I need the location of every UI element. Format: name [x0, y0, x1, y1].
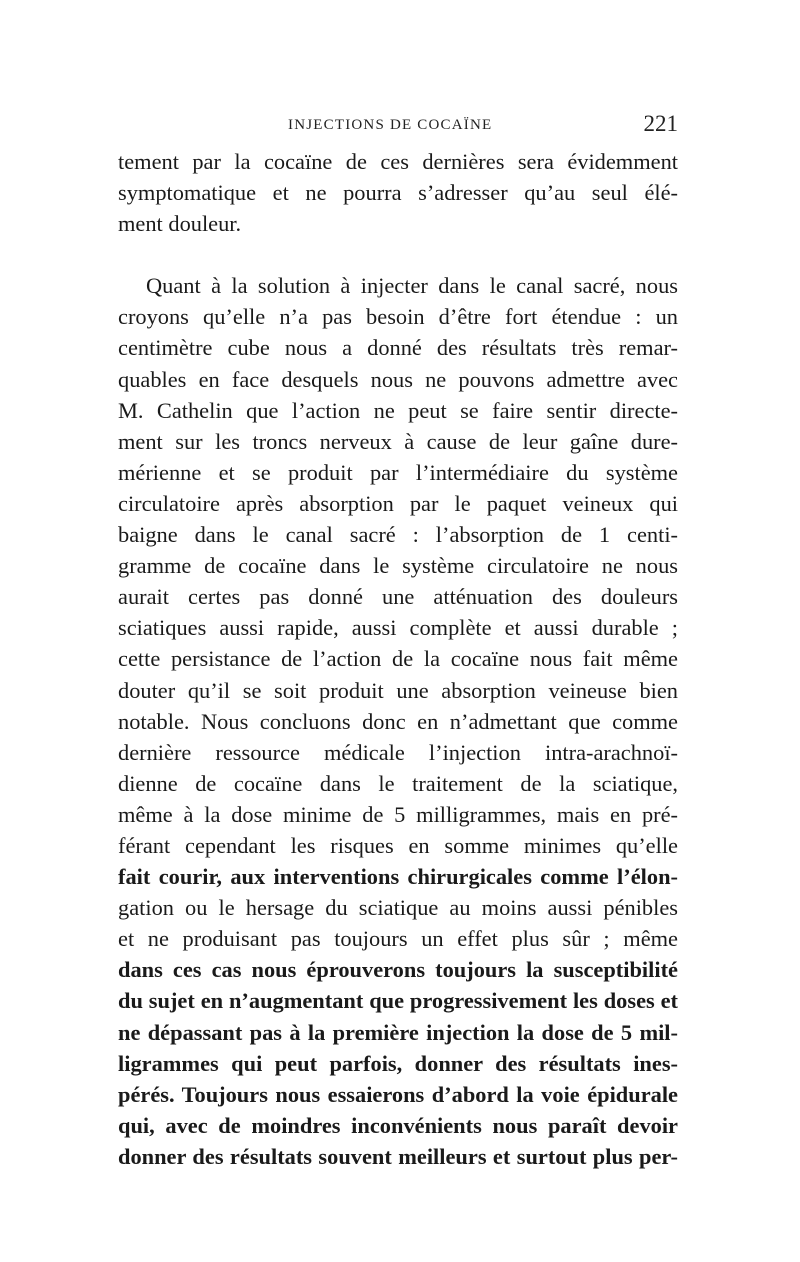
- text-line: férant cependant les risques en somme minimes qu’elle: [118, 832, 678, 858]
- text-line: cette persistance de l’action de la cocaïne nous fait même: [118, 646, 678, 672]
- text-line: qui, avec de moindres inconvénients nous paraît devoir: [118, 1112, 678, 1138]
- text-line: gramme de cocaïne dans le système circulatoire ne nous: [118, 553, 678, 579]
- body-text: [118, 146, 678, 1172]
- text-line: dernière ressource médicale l’injection intra-arachnoï-: [118, 739, 678, 765]
- paragraph-1: [118, 146, 678, 239]
- text-line: ligrammes qui peut parfois, donner des résultats ines-: [118, 1050, 678, 1076]
- text-line: dans ces cas nous éprouverons toujours la susceptibilité: [118, 957, 678, 983]
- text-line: et ne produisant pas toujours un effet plus sûr ; même: [118, 926, 678, 952]
- text-line: dienne de cocaïne dans le traitement de la sciatique,: [118, 770, 678, 796]
- text-line: centimètre cube nous a donné des résultats très remar-: [118, 335, 678, 361]
- text-line: ment douleur.: [118, 211, 242, 237]
- text-line: ment sur les troncs nerveux à cause de leur gaîne dure-: [118, 428, 678, 454]
- text-line: pérés. Toujours nous essaierons d’abord la voie épidurale: [118, 1081, 678, 1107]
- text-line: mérienne et se produit par l’intermédiaire du système: [118, 459, 678, 485]
- text-line: croyons qu’elle n’a pas besoin d’être fort étendue : un: [118, 304, 678, 330]
- text-line: circulatoire après absorption par le paquet veineux qui: [118, 490, 678, 516]
- text-line: donner des résultats souvent meilleurs et surtout plus per-: [118, 1143, 678, 1169]
- paragraph-2: [118, 270, 678, 1172]
- text-line: du sujet en n’augmentant que progressivement les doses et: [118, 988, 678, 1014]
- text-line: notable. Nous concluons donc en n’admettant que comme: [118, 708, 678, 734]
- text-line: gation ou le hersage du sciatique au moins aussi pénibles: [118, 895, 678, 921]
- text-line: symptomatique et ne pourra s’adresser qu’au seul élé-: [118, 180, 678, 206]
- text-line: baigne dans le canal sacré : l’absorption de 1 centi-: [118, 522, 678, 548]
- text-line: Quant à la solution à injecter dans le canal sacré, nous: [146, 273, 678, 299]
- text-line: tement par la cocaïne de ces dernières sera évidemment: [118, 149, 678, 174]
- running-title: INJECTIONS DE COCAÏNE: [288, 117, 493, 133]
- text-line: douter qu’il se soit produit une absorption veineuse bien: [118, 677, 678, 703]
- text-line: aurait certes pas donné une atténuation des douleurs: [118, 584, 678, 610]
- page-number: 221: [643, 111, 678, 136]
- text-line: sciatiques aussi rapide, aussi complète et aussi durable ;: [118, 615, 678, 641]
- text-line: fait courir, aux interventions chirurgicales comme l’élon-: [118, 864, 678, 890]
- text-line: même à la dose minime de 5 milligrammes, mais en pré-: [118, 801, 678, 827]
- running-head: [118, 111, 678, 139]
- paragraph-gap: [118, 239, 678, 270]
- text-line: quables en face desquels nous ne pouvons admettre avec: [118, 366, 678, 392]
- text-line: ne dépassant pas à la première injection la dose de 5 mil-: [118, 1019, 678, 1045]
- text-line: M. Cathelin que l’action ne peut se faire sentir directe-: [118, 397, 678, 423]
